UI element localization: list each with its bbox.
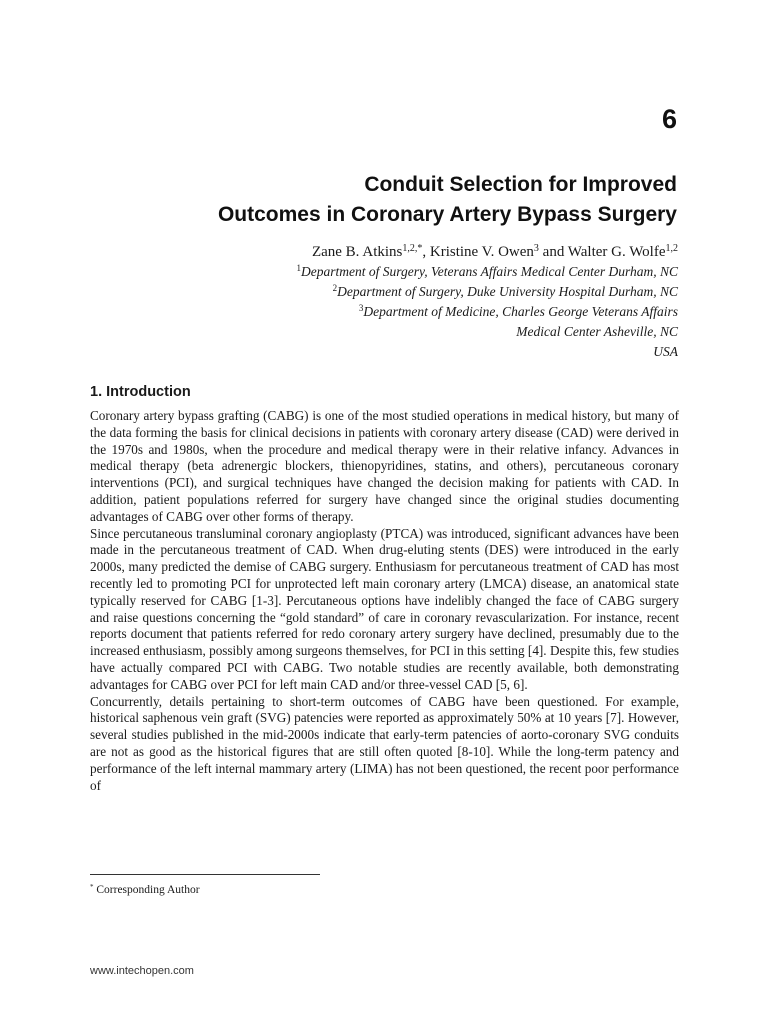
- chapter-number: 6: [661, 104, 677, 134]
- affiliation-line: [78, 282, 678, 302]
- footnote-text: Corresponding Author: [96, 884, 200, 896]
- chapter-title-line-1: Conduit Selection for Improved: [364, 173, 677, 196]
- footnote-divider: [90, 874, 320, 875]
- footer-url: www.intechopen.com: [90, 965, 194, 977]
- affiliation-text: USA: [653, 344, 678, 359]
- affiliation-line: [78, 302, 678, 322]
- affiliation-line: [78, 342, 678, 362]
- author-separator: and: [538, 244, 568, 260]
- affiliation-number: 2: [332, 283, 338, 293]
- author-affiliation-mark: 1,2,*: [402, 243, 423, 254]
- author-separator: ,: [422, 244, 430, 260]
- affiliation-text: Medical Center Asheville, NC: [516, 324, 678, 339]
- author-affiliation-mark: 1,2: [665, 243, 678, 254]
- footnote: [90, 880, 200, 897]
- chapter-title-line-2: Outcomes in Coronary Artery Bypass Surgery: [217, 203, 677, 226]
- author-affiliation-mark: 3: [533, 243, 539, 254]
- author-name: Kristine V. Owen: [429, 244, 534, 260]
- affiliation-line: [78, 262, 678, 282]
- author-list: [78, 242, 678, 262]
- body-text: [90, 408, 679, 794]
- author-name: Walter G. Wolfe: [567, 244, 666, 260]
- footnote-mark: *: [90, 883, 94, 891]
- affiliation-text: Department of Surgery, Duke University Hospital Durham, NC: [337, 284, 678, 299]
- affiliation-line: [78, 322, 678, 342]
- affiliation-number: 3: [358, 303, 364, 313]
- paragraph: Since percutaneous transluminal coronary angioplasty (PTCA) was introduced, significant advances have been made in the percutaneous treatment of CAD. When drug-eluting stents (DES) were introduced in the early 2000s, many predicted the demise of CABG surgery. Enthusiasm for percutaneous treatment of CAD has most recently led to promoting PCI for unprotected left main coronary artery (LMCA) disease, an anatomical state typically reserved for CABG [1-3]. Percutaneous options have indelibly changed the face of CABG surgery and raise questions concerning the “gold standard” of care in coronary revascularization. For instance, recent reports document that patients referred for redo coronary artery surgery have declined, presumably due to the increased enthusiasm, possibly among surgeons themselves, for PCI in this setting [4]. Despite this, few studies have actually compared PCI with CABG. Two notable studies are recently available, both demonstrating advantages for CABG over PCI for left main CAD and/or three-vessel CAD [5, 6].: [90, 525, 679, 692]
- paragraph: Concurrently, details pertaining to short-term outcomes of CABG have been questioned. For example, historical saphenous vein graft (SVG) patencies were reported as approximately 50% at 10 years [7]. However, several studies published in the mid-2000s indicate that early-term patencies of aorto-coronary SVG conduits are not as good as the historical figures that are still often quoted [8-10]. While the long-term patency and performance of the left internal mammary artery (LIMA) has not been questioned, the recent poor performance of: [90, 693, 679, 793]
- section-heading: 1. Introduction: [90, 384, 191, 400]
- affiliation-number: 1: [296, 263, 302, 273]
- affiliation-list: [78, 262, 678, 362]
- paragraph: Coronary artery bypass grafting (CABG) is one of the most studied operations in medical history, but many of the data forming the basis for clinical decisions in patients with coronary artery disease (CAD) were derived in the 1970s and 1980s, when the procedure and medical therapy were in their relative infancy. Advances in medical therapy (beta adrenergic blockers, thienopyridines, statins, and others), percutaneous coronary interventions (PCI), and surgical techniques have changed the decision making for patients with CAD. In addition, patient populations referred for surgery have changed since the original studies documenting advantages of CABG over other forms of therapy.: [90, 408, 679, 524]
- affiliation-text: Department of Surgery, Veterans Affairs Medical Center Durham, NC: [301, 264, 678, 279]
- chapter-title: [77, 170, 677, 230]
- affiliation-text: Department of Medicine, Charles George Veterans Affairs: [363, 304, 678, 319]
- author-name: Zane B. Atkins: [311, 244, 403, 260]
